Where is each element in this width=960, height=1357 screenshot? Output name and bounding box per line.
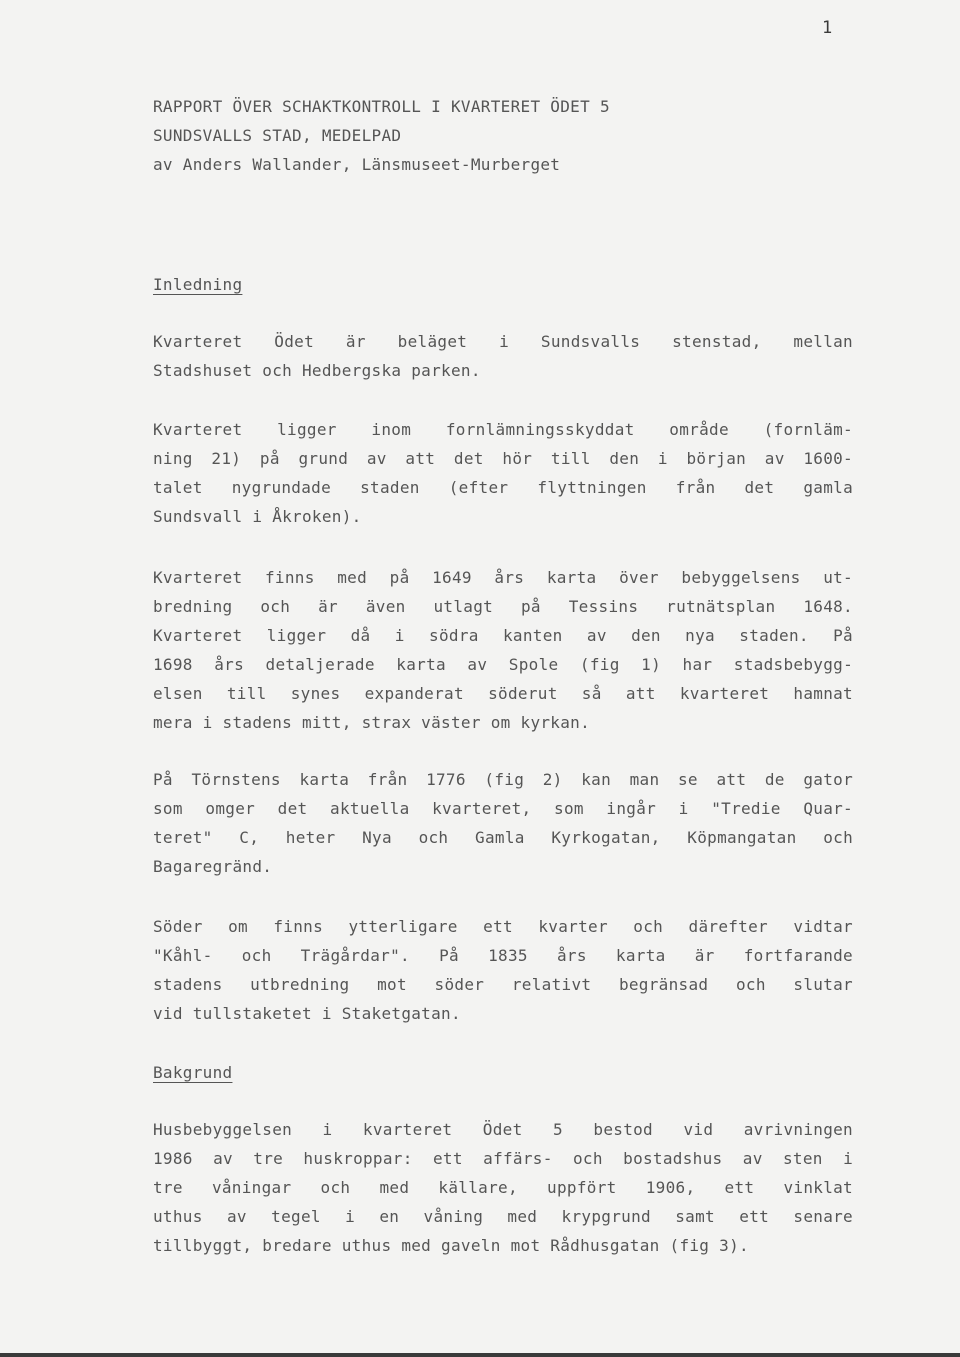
text-line: Kvarteret ligger då i södra kanten av den nya staden. På	[153, 626, 853, 645]
report-location-line: SUNDSVALLS STAD, MEDELPAD	[153, 126, 402, 145]
text-line: mera i stadens mitt, strax väster om kyrkan.	[153, 713, 591, 732]
text-line: vid tullstaketet i Staketgatan.	[153, 1004, 461, 1023]
paragraph-buildings	[153, 1115, 853, 1260]
text-line: Kvarteret ligger inom fornlämningsskyddat område (fornläm-	[153, 420, 853, 439]
text-line: Husbebyggelsen i kvarteret Ödet 5 bestod vid avrivningen	[153, 1120, 853, 1139]
text-line: Kvarteret finns med på 1649 års karta över bebyggelsens ut-	[153, 568, 853, 587]
report-author-line: av Anders Wallander, Länsmuseet-Murberget	[153, 155, 561, 174]
text-line: 1986 av tre huskroppar: ett affärs- och bostadshus av sten i	[153, 1149, 853, 1168]
text-line: "Kåhl- och Trägårdar". På 1835 års karta är fortfarande	[153, 946, 853, 965]
text-line: bredning och är även utlagt på Tessins rutnätsplan 1648.	[153, 597, 853, 616]
page-bottom-edge	[0, 1353, 960, 1357]
text-line: tillbyggt, bredare uthus med gaveln mot Rådhusgatan (fig 3).	[153, 1236, 749, 1255]
paragraph-protection	[153, 415, 853, 531]
text-line: stadens utbredning mot söder relativt begränsad och slutar	[153, 975, 853, 994]
report-title-block	[153, 92, 853, 179]
paragraph-maps-1649	[153, 563, 853, 737]
text-line: Kvarteret Ödet är beläget i Sundsvalls stenstad, mellan	[153, 332, 853, 351]
text-line: som omger det aktuella kvarteret, som ingår i "Tredie Quar-	[153, 799, 853, 818]
text-line: Söder om finns ytterligare ett kvarter och därefter vidtar	[153, 917, 853, 936]
text-line: uthus av tegel i en våning med krypgrund samt ett senare	[153, 1207, 853, 1226]
text-line: Sundsvall i Åkroken).	[153, 507, 362, 526]
text-line: Stadshuset och Hedbergska parken.	[153, 361, 481, 380]
page-number: 1	[822, 18, 833, 38]
text-line: På Törnstens karta från 1776 (fig 2) kan man se att de gator	[153, 770, 853, 789]
text-line: elsen till synes expanderat söderut så att kvarteret hamnat	[153, 684, 853, 703]
text-line: talet nygrundade staden (efter flyttningen från det gamla	[153, 478, 853, 497]
paragraph-location	[153, 327, 853, 385]
section-heading-bakgrund: Bakgrund	[153, 1063, 233, 1082]
report-title-line: RAPPORT ÖVER SCHAKTKONTROLL I KVARTERET ÖDET 5	[153, 97, 610, 116]
section-heading-inledning: Inledning	[153, 275, 243, 294]
text-line: ning 21) på grund av att det hör till den i början av 1600-	[153, 449, 853, 468]
text-line: Bagaregränd.	[153, 857, 273, 876]
paragraph-map-1776	[153, 765, 853, 881]
text-line: 1698 års detaljerade karta av Spole (fig 1) har stadsbebygg-	[153, 655, 853, 674]
paragraph-map-1835	[153, 912, 853, 1028]
text-line: tre våningar och med källare, uppfört 1906, ett vinklat	[153, 1178, 853, 1197]
text-line: teret" C, heter Nya och Gamla Kyrkogatan, Köpmangatan och	[153, 828, 853, 847]
